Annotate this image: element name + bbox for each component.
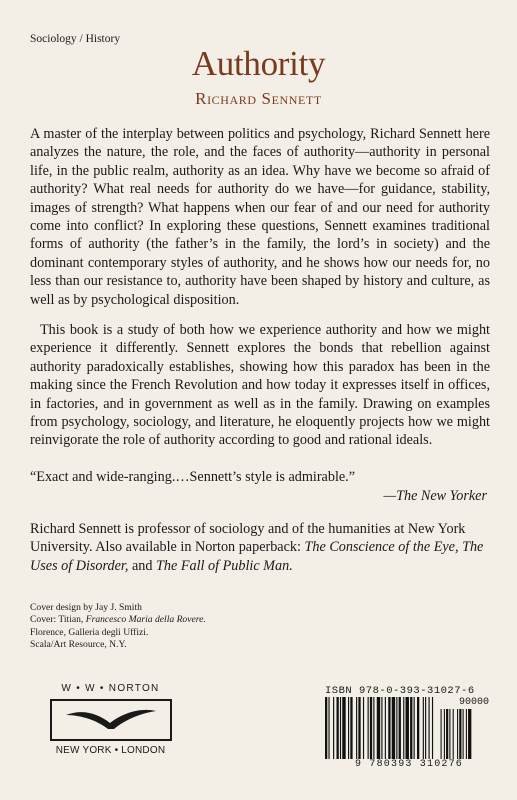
credit-cover-painting: Francesco Maria della Rovere. (85, 614, 206, 626)
credit-cover-prefix: Cover: Titian, (30, 614, 86, 626)
description-paragraph-2 (30, 321, 490, 450)
publisher-logo (38, 683, 183, 756)
credit-design: Cover design by Jay J. Smith (30, 602, 142, 613)
book-author: Richard Sennett (195, 89, 322, 108)
barcode-number: 9 780393 310276 (325, 759, 493, 770)
publisher-name: W • W • NORTON (61, 683, 160, 694)
isbn-text: ISBN 978-0-393-31027-6 (325, 685, 475, 697)
credit-source: Scala/Art Resource, N.Y. (30, 639, 127, 651)
barcode-block (325, 685, 493, 773)
description-paragraph-2-text: This book is a study of both how we experience authority and how we might experience it differently. Sennett explores the bonds that rebellion against authority paradoxically establishes, showing how this paradox has been in the making since the French Revolution and how today it expresses itself in offices, in factories, and in government as well as in the family. Drawing on examples from psychology, sociology, and literature, he eloquently projects how we might reinvigorate the role of authority according to good and rational ideals. (30, 322, 490, 449)
bio-book-2: The Uses of Disorder, (30, 539, 484, 574)
bio-book-3: The Fall of Public Man. (156, 557, 293, 574)
seagull-icon (50, 699, 172, 741)
category-label: Sociology / History (30, 33, 121, 45)
book-title: Authority (191, 44, 326, 83)
author-bio-text: Richard Sennett is professor of sociology and of the humanities at New York University. Also available in Norton paperback: (30, 521, 466, 556)
publisher-cities: NEW YORK • LONDON (55, 745, 166, 756)
description-paragraph-1: A master of the interplay between politics and psychology, Richard Sennett here analyzes the nature, the role, and the faces of authority—authority in personal life, in the public realm, authority as an idea. Why have we become so afraid of authority? What real needs for authority do we have—for guidance, stability, images of strength? What happens when our fear of and our need for authority come into conflict? In exploring these questions, Sennett examines traditional forms of authority (the father’s in the family, the lord’s in society) and the dominant contemporary styles of authority, and he shows how our needs for, no less than our resistance to, authority have been shaped by history and culture, as well as by psychological disposition. (30, 126, 490, 308)
credit-location: Florence, Galleria degli Uffizi. (30, 626, 149, 638)
review-source: —The New Yorker (383, 488, 487, 504)
bio-book-1: The Conscience of the Eye, (304, 539, 459, 556)
review-quote: “Exact and wide-ranging.…Sennett’s style is admirable.” (30, 469, 356, 485)
bio-and: and (128, 557, 156, 574)
price-code: 90000 (458, 697, 489, 708)
credit-cover (30, 614, 206, 626)
author-bio (30, 520, 490, 575)
cover-credits (30, 602, 206, 652)
